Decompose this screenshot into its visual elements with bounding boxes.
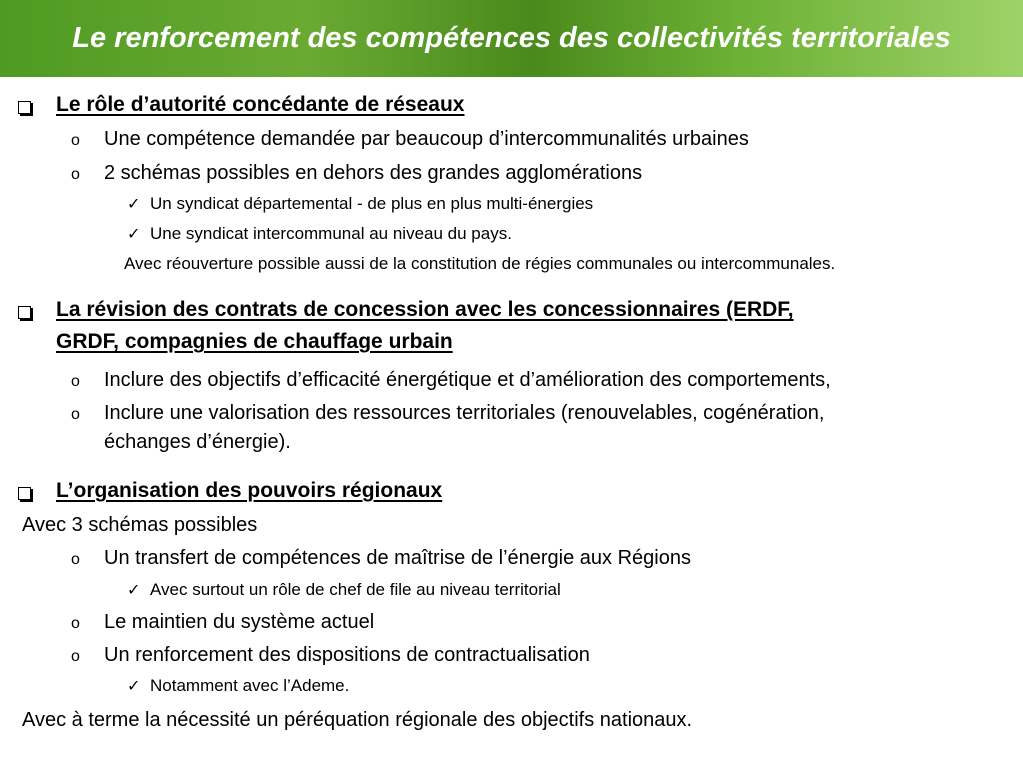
section-2-item-1-text: Inclure des objectifs d’efficacité énergétique et d’amélioration des comportements, bbox=[104, 369, 831, 391]
section-3-item-1 bbox=[71, 548, 691, 573]
checkbox-square-icon bbox=[18, 101, 31, 114]
section-3-subitem-2 bbox=[127, 676, 349, 696]
hollow-circle-bullet-icon: o bbox=[71, 615, 80, 632]
section-2-heading-text bbox=[56, 294, 794, 358]
section-3-item-1-text: Un transfert de compétences de maîtrise de l’énergie aux Régions bbox=[104, 547, 691, 569]
section-2-item-1 bbox=[71, 370, 831, 395]
section-3-heading-text: L’organisation des pouvoirs régionaux bbox=[56, 479, 443, 502]
checkbox-square-icon bbox=[18, 487, 31, 500]
checkmark-icon: ✓ bbox=[127, 226, 141, 243]
section-1-item-1-text: Une compétence demandée par beaucoup d’intercommunalités urbaines bbox=[104, 128, 749, 150]
checkmark-icon: ✓ bbox=[127, 678, 141, 695]
section-1-item-2-text: 2 schémas possibles en dehors des grandes agglomérations bbox=[104, 162, 643, 184]
section-1-note: Avec réouverture possible aussi de la constitution de régies communales ou intercommunales. bbox=[124, 254, 836, 273]
section-3-heading bbox=[18, 481, 442, 507]
section-2-item-2-line-2: échanges d’énergie). bbox=[104, 431, 291, 453]
section-2-heading-line-1: La révision des contrats de concession avec les concessionnaires (ERDF, bbox=[56, 298, 794, 321]
section-2-heading bbox=[18, 300, 794, 358]
section-1-subitem-2-text: Une syndicat intercommunal au niveau du pays. bbox=[150, 224, 512, 243]
section-3-subitem-1 bbox=[127, 580, 561, 600]
hollow-circle-bullet-icon: o bbox=[71, 406, 80, 423]
section-3-conclusion: Avec à terme la nécessité un péréquation régionale des objectifs nationaux. bbox=[22, 709, 693, 731]
section-1-item-1 bbox=[71, 129, 749, 154]
section-1-item-2 bbox=[71, 163, 642, 188]
section-2-item-2-text bbox=[104, 399, 824, 457]
section-3-subitem-2-text: Notamment avec l’Ademe. bbox=[150, 676, 350, 695]
checkmark-icon: ✓ bbox=[127, 582, 141, 599]
hollow-circle-bullet-icon: o bbox=[71, 166, 80, 183]
hollow-circle-bullet-icon: o bbox=[71, 648, 80, 665]
section-3-item-2 bbox=[71, 612, 374, 637]
section-1-subitem-2 bbox=[127, 224, 512, 244]
title-bar bbox=[0, 0, 1023, 77]
section-1-heading bbox=[18, 95, 464, 121]
checkmark-icon: ✓ bbox=[127, 196, 141, 213]
hollow-circle-bullet-icon: o bbox=[71, 551, 80, 568]
section-2-item-2-line-1: Inclure une valorisation des ressources territoriales (renouvelables, cogénération, bbox=[104, 402, 825, 424]
checkbox-square-icon bbox=[18, 306, 31, 319]
section-3-item-2-text: Le maintien du système actuel bbox=[104, 611, 375, 633]
section-3-item-3-text: Un renforcement des dispositions de contractualisation bbox=[104, 644, 590, 666]
section-3-item-3 bbox=[71, 645, 590, 670]
section-1-subitem-1 bbox=[127, 194, 593, 214]
hollow-circle-bullet-icon: o bbox=[71, 373, 80, 390]
section-2-heading-line-2: GRDF, compagnies de chauffage urbain bbox=[56, 330, 453, 353]
section-1-heading-text: Le rôle d’autorité concédante de réseaux bbox=[56, 93, 465, 116]
slide-title: Le renforcement des compétences des collectivités territoriales bbox=[72, 22, 951, 54]
section-3-subitem-1-text: Avec surtout un rôle de chef de file au niveau territorial bbox=[150, 580, 561, 599]
section-3-intro: Avec 3 schémas possibles bbox=[22, 514, 258, 536]
section-1-subitem-1-text: Un syndicat départemental - de plus en plus multi-énergies bbox=[150, 194, 594, 213]
section-2-item-2 bbox=[71, 403, 824, 457]
hollow-circle-bullet-icon: o bbox=[71, 132, 80, 149]
